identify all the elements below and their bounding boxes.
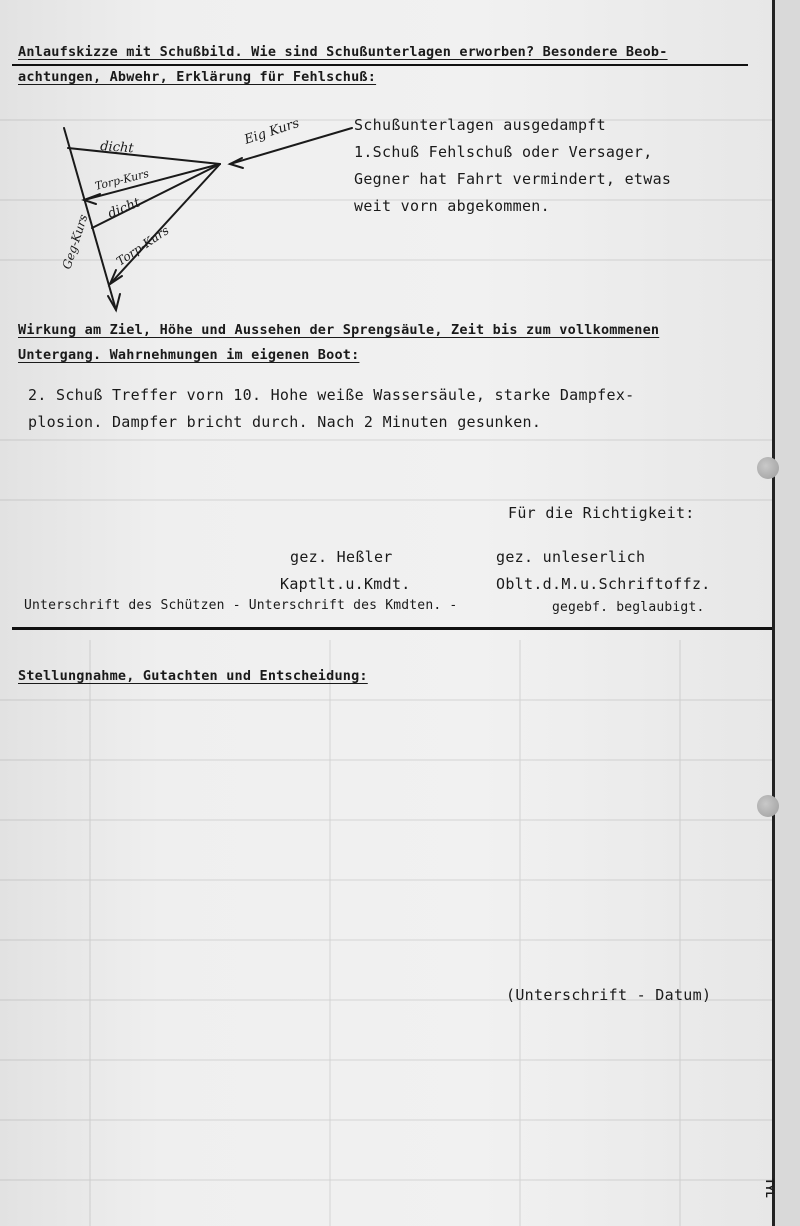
section-divider xyxy=(12,627,778,630)
sketch-label-torp-kurs-2: Torp-Kurs xyxy=(113,223,172,269)
section2-heading-line2: Untergang. Wahrnehmungen im eigenen Boot: xyxy=(18,347,360,363)
section2-heading xyxy=(18,318,659,368)
certified-label: gegebf. beglaubigt. xyxy=(552,600,705,615)
sketch-label-dicht-mid: dicht xyxy=(105,195,143,222)
section3-heading xyxy=(18,664,368,689)
signature-caption: Unterschrift des Schützen - Unterschrift des Kmdten. - xyxy=(24,598,458,613)
section1-heading-line1: Anlaufskizze mit Schußbild. Wie sind Schußunterlagen erworben? Besondere Beob- xyxy=(18,44,668,60)
certification-label: Für die Richtigkeit: xyxy=(508,504,695,522)
sketch-label-dicht-top: dicht xyxy=(99,139,135,157)
margin-stamp: TYL xyxy=(763,1178,776,1198)
page-margin-strip xyxy=(775,0,800,1226)
signature-left-name: gez. Heßler xyxy=(290,548,393,566)
signature-left-rank: Kaptlt.u.Kmdt. xyxy=(280,575,411,593)
sketch-label-geg-kurs: Geg-Kurs xyxy=(59,212,91,271)
note-line-4: weit vorn abgekommen. xyxy=(354,197,550,215)
heading-rule-1 xyxy=(12,64,748,66)
section1-heading-line2: achtungen, Abwehr, Erklärung für Fehlschuß: xyxy=(18,69,377,85)
effect-text-line-1: 2. Schuß Treffer vorn 10. Hohe weiße Wassersäule, starke Dampfex- xyxy=(28,386,635,404)
punch-hole-top xyxy=(757,457,779,479)
section3-heading-text: Stellungnahme, Gutachten und Entscheidung: xyxy=(18,668,368,684)
signature-right-rank: Oblt.d.M.u.Schriftoffz. xyxy=(496,575,711,593)
sketch-label-torp-kurs-1: Torp-Kurs xyxy=(93,166,151,193)
section2-heading-line1: Wirkung am Ziel, Höhe und Aussehen der Sprengsäule, Zeit bis zum vollkommenen xyxy=(18,322,660,338)
attack-sketch xyxy=(40,100,360,320)
note-line-1: Schußunterlagen ausgedampft xyxy=(354,116,606,134)
note-line-2: 1.Schuß Fehlschuß oder Versager, xyxy=(354,143,653,161)
punch-hole-bottom xyxy=(757,795,779,817)
sketch-label-eig-kurs: Eig Kurs xyxy=(242,115,302,148)
signature-date-label: (Unterschrift - Datum) xyxy=(506,986,712,1004)
note-line-3: Gegner hat Fahrt vermindert, etwas xyxy=(354,170,672,188)
effect-text-line-2: plosion. Dampfer bricht durch. Nach 2 Minuten gesunken. xyxy=(28,413,542,431)
signature-right-name: gez. unleserlich xyxy=(496,548,646,566)
